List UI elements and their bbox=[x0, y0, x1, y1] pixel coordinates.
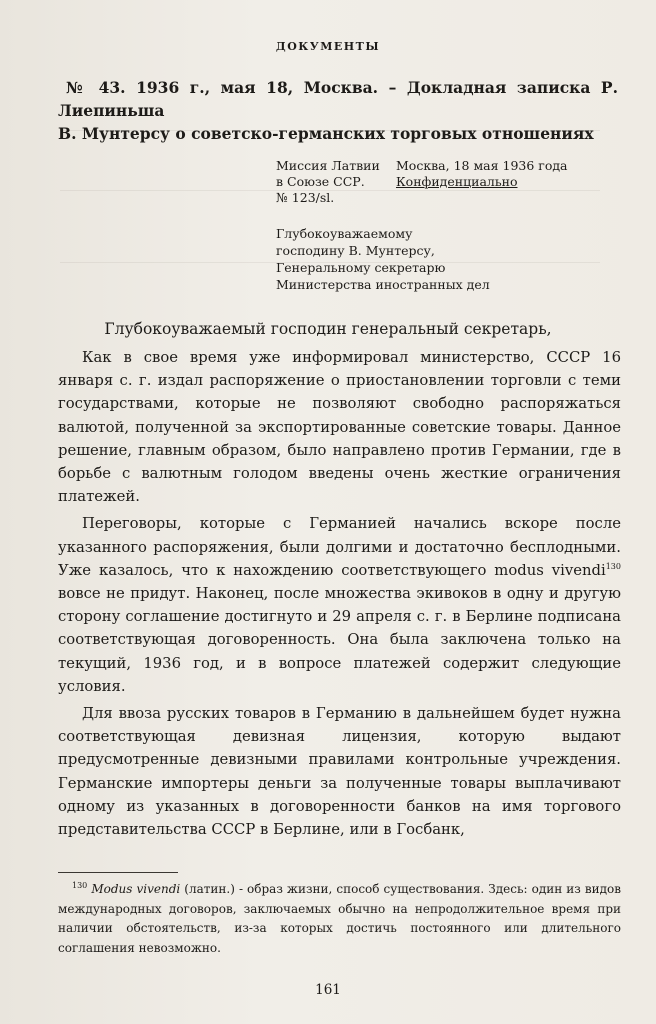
paragraph-1: Как в свое время уже информировал министерство, СССР 16 января с. г. издал распоряжение о приостановлении торговли с теми государствами, которые не позволяют свободно распоряжаться валютой, полученной за экспортированные советские товары. Данное решение, главным образом, было направлено против Германии, где в борьбе с валютным голодом введены очень жесткие ограничения платежей. bbox=[58, 349, 621, 506]
sender-line-2: в Союзе ССР. bbox=[276, 174, 365, 189]
document-heading bbox=[58, 76, 618, 145]
addressee-line-1: Глубокоуважаемому bbox=[276, 226, 413, 241]
addressee-block bbox=[276, 225, 490, 293]
footnote-text: (латин.) - образ жизни, способ существования. Здесь: один из видов международных договоров, заключаемых обычно на непродолжительное время при наличии обстоятельств, из-за которых достичь постоянного или длительного соглашения невозможно. bbox=[58, 882, 621, 955]
classification: Конфиденциально bbox=[396, 174, 518, 189]
footnote-reference: 130 bbox=[605, 561, 621, 571]
place-date-block bbox=[396, 158, 626, 190]
addressee-line-4: Министерства иностранных дел bbox=[276, 277, 490, 292]
footnote-divider bbox=[58, 872, 178, 873]
footnote-term: Modus vivendi bbox=[91, 882, 181, 896]
salutation: Глубокоуважаемый господин генеральный секретарь, bbox=[104, 320, 552, 338]
footnote-number: 130 bbox=[72, 881, 88, 890]
addressee-line-2: господину В. Мунтерсу, bbox=[276, 243, 435, 258]
paragraph-3: Для ввоза русских товаров в Германию в дальнейшем будет нужна соответствующая девизная лицензия, которую выдают предусмотренные девизными правилами контрольные учреждения. Германские импортеры деньги за полученные товары выплачивают одному из указанных в договоренности банков на имя торгового представительства СССР в Берлине, или в Госбанк, bbox=[58, 705, 621, 839]
page-number: 161 bbox=[315, 982, 341, 998]
place-date: Москва, 18 мая 1936 года bbox=[396, 158, 568, 173]
body-text bbox=[58, 346, 621, 841]
sender-line-3: № 123/sl. bbox=[276, 190, 335, 205]
addressee-line-3: Генеральному секретарю bbox=[276, 260, 446, 275]
paragraph-2 bbox=[58, 512, 621, 698]
paragraph-2-part-2: вовсе не придут. Наконец, после множества экивоков в одну и другую сторону соглашение достигнуто и 29 апреля с. г. в Берлине подписана соответствующая договоренность. Она была заключена только на текущий, 1936 год, и в вопросе платежей содержит следующие условия. bbox=[58, 585, 621, 695]
running-head: ДОКУМЕНТЫ bbox=[275, 40, 381, 53]
paragraph-2-part-1: Переговоры, которые с Германией начались вскоре после указанного распоряжения, были долгими и достаточно бесплодными. Уже казалось, что к нахождению соответствующего modus vivendi bbox=[58, 515, 621, 579]
sender-block bbox=[276, 158, 396, 206]
footnote bbox=[58, 880, 621, 958]
heading-line-2: В. Мунтерсу о советско-германских торговых отношениях bbox=[58, 124, 594, 143]
sender-line-1: Миссия Латвии bbox=[276, 158, 380, 173]
heading-line-1: № 43. 1936 г., мая 18, Москва. – Докладная записка Р. Лиепиньша bbox=[58, 78, 618, 120]
